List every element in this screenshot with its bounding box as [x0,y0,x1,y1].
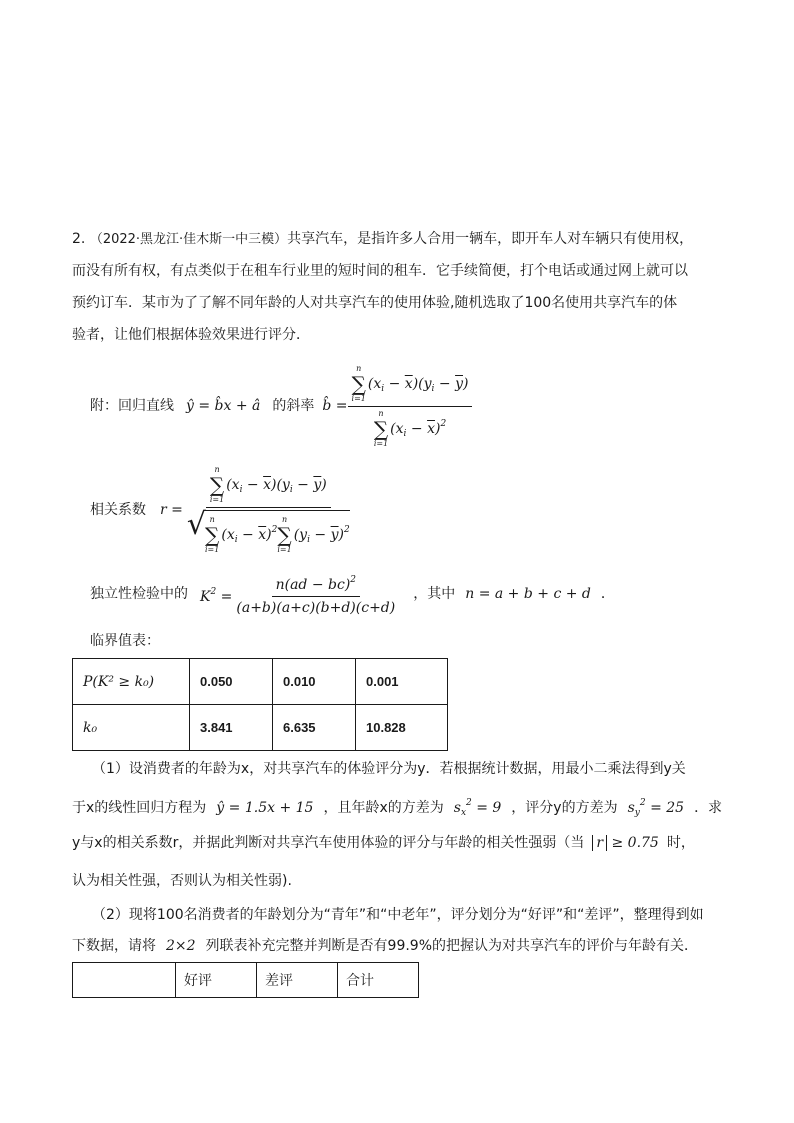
regression-result: ŷ = 1.5x + 15 [216,800,314,816]
k-value-cell: 3.841 [190,705,273,751]
contingency-table [72,962,419,998]
part1-line-1: （1）设消费者的年龄为x，对共享汽车的体验评分为y．若根据统计数据，用最小二乘法得到y关 [92,761,686,777]
problem-line-4: 验者，让他们根据体验效果进行评分． [72,327,310,343]
independence-formula: 独立性检验中的 $K^2$ = $\frac{n(ad - bc)^2}{(a+b)(a+c)(b+d)(c+d)}$ ，其中 n = a + b + c + d ． [90,574,740,614]
y-variance: $s_y^2 = 25$ [627,798,685,818]
part1-line-4: 认为相关性强，否则认为相关性弱). [72,873,292,889]
independence-mid: ，其中 [413,586,456,602]
problem-line-3: 预约订车．某市为了了解不同年龄的人对共享汽车的使用体验,随机选取了100名使用共享汽车的体 [72,295,678,311]
critical-value-table [72,658,448,751]
independence-prefix: 独立性检验中的 [90,586,188,602]
p-value-cell: 0.050 [190,659,273,705]
p-value-cell: 0.001 [356,659,448,705]
correlation-label: 相关系数 [90,502,146,518]
row-label-p: P(K² ≥ k₀) [73,659,190,705]
x-variance: $s_x^2 = 9$ [453,798,502,818]
part1-text: ，且年龄x的方差为 [323,800,444,816]
table-size: 2×2 [166,938,196,954]
table-row [73,659,448,705]
part1-line-3 [72,834,722,852]
end-dot: ． [600,586,615,602]
slope-fraction: n ∑ i=1 $(x_i - \overline{x})(y_i - \overline{y})$ n ∑ i=1 $(x_i - \overline{x})^2$ [348,364,473,449]
problem-source: （2022·黑龙江·佳木斯一中三模） [89,232,288,247]
n-formula: n = a + b + c + d [465,586,591,602]
regression-prefix: 附：回归直线 [90,398,174,414]
table-row [73,705,448,751]
part2-text: 下数据，请将 [72,938,156,954]
correlation-formula: 相关系数 r = n ∑ i=1 $(x_i - \overline{x})(y_i - \overline{y})$ √ n ∑ i=1 $(x_i - \overline{x})^2$ n ∑ i=1 $(y_i - \overline{y})^2$ [90,466,740,554]
part1-line-2 [72,794,722,822]
part1-text: 时， [666,835,695,851]
table-row [73,963,419,998]
regression-equation: ŷ = b̂x + â [186,398,261,414]
part2-line-1: （2）现将100名消费者的年龄划分为“青年”和“中老年”，评分划分为“好评”和“差评”，整理得到如 [92,907,704,923]
problem-number: 2. [72,231,86,247]
independence-fraction: $\frac{n(ad - bc)^2}{(a+b)(a+c)(b+d)(c+d)}$ [232,571,399,617]
slope-text: 的斜率 [272,398,315,414]
correlation-fraction: n ∑ i=1 $(x_i - \overline{x})(y_i - \overline{y})$ √ n ∑ i=1 $(x_i - \overline{x})^2$ n ∑ i=1 $(y_i - \overline{y})^2$ [186,465,350,554]
part1-text: ，评分y的方差为 [511,800,618,816]
table-header-cell: 好评 [176,963,257,998]
regression-formula: 附：回归直线 ŷ = b̂x + â 的斜率 b̂ = n ∑ i=1 $(x_i - \overline{x})(y_i - \overline{y})$ n ∑ i=1 $(x_i - \overline{x})^2$ [90,366,740,446]
table-header-cell: 合计 [338,963,419,998]
k-value-cell: 6.635 [273,705,356,751]
p-value-cell: 0.010 [273,659,356,705]
problem-line-1 [72,230,722,249]
part1-text: y与x的相关系数r，并据此判断对共享汽车使用体验的评分与年龄的相关性强弱（当 [72,835,585,851]
part1-text: ．求 [694,800,723,816]
part2-text: 列联表补充完整并判断是否有99.9%的把握认为对共享汽车的评价与年龄有关． [205,938,699,954]
critical-label: 临界值表： [90,633,160,649]
row-label-k: k₀ [73,705,190,751]
problem-line-2: 而没有所有权，有点类似于在租车行业里的短时间的租车．它手续简便，打个电话或通过网上就可以 [72,263,688,279]
table-header-cell: 差评 [257,963,338,998]
problem-text-1: 共享汽车，是指许多人合用一辆车，即开车人对车辆只有使用权， [287,231,694,247]
r-condition: r ≥ 0.75 [592,834,659,852]
k-value-cell: 10.828 [356,705,448,751]
table-header-cell [73,963,176,998]
part2-line-2 [72,937,722,955]
part1-text: 于x的线性回归方程为 [72,800,207,816]
